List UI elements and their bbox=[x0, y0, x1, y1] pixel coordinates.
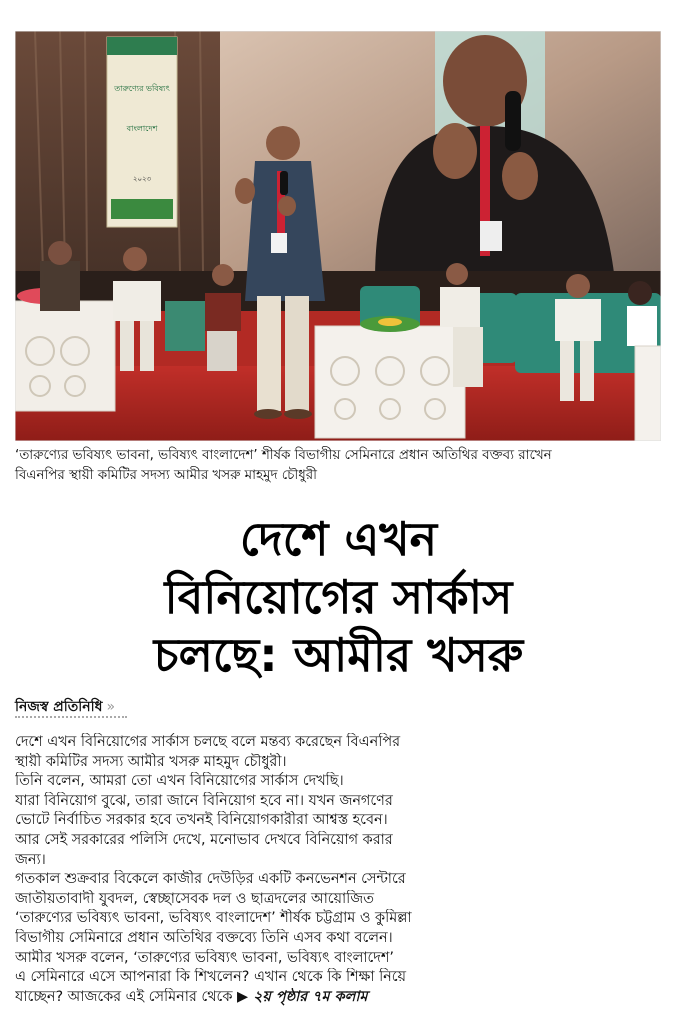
body-line: তিনি বলেন, আমরা তো এখন বিনিয়োগের সার্কাস দেখছি। bbox=[15, 773, 344, 790]
body-last-text: যাচ্ছেন? আজকের এই সেমিনার থেকে bbox=[15, 988, 233, 1005]
seminar-photo-illustration bbox=[15, 31, 661, 441]
news-photo bbox=[15, 31, 661, 441]
body-line: এ সেমিনারে এসে আপনারা কি শিখলেন? এখান থেকে কি শিক্ষা নিয়ে bbox=[15, 969, 407, 986]
photo-caption bbox=[15, 446, 661, 486]
body-line: স্থায়ী কমিটির সদস্য আমীর খসরু মাহমুদ চৌধুরী। bbox=[15, 753, 287, 770]
article-body bbox=[15, 733, 661, 1007]
body-line: জন্য। bbox=[15, 851, 46, 868]
body-line: দেশে এখন বিনিয়োগের সার্কাস চলছে বলে মন্তব্য করেছেন বিএনপির bbox=[15, 734, 401, 750]
continued-link[interactable] bbox=[237, 989, 368, 1005]
body-line: জাতীয়তাবাদী যুবদল, স্বেচ্ছাসেবক দল ও ছাত্রদলের আয়োজিত bbox=[15, 890, 374, 907]
center-table bbox=[315, 316, 465, 438]
headline-line-3: চলছে: আমীর খসরু bbox=[153, 628, 524, 682]
banner-date: ২০২৩ bbox=[132, 175, 152, 183]
body-last-line bbox=[15, 988, 661, 1008]
continued-text: ২য় পৃষ্ঠার ৭ম কলাম bbox=[253, 988, 368, 1005]
caption-line-1: ‘তারুণ্যের ভবিষ্যৎ ভাবনা, ভবিষ্যৎ বাংলাদেশ’ শীর্ষক বিভাগীয় সেমিনারে প্রধান অতিথির বক্তব্য রাখেন bbox=[15, 448, 552, 463]
body-line: আমীর খসরু বলেন, ‘তারুণ্যের ভবিষ্যৎ ভাবনা, ভবিষ্যৎ বাংলাদেশ’ bbox=[15, 949, 394, 966]
body-line: গতকাল শুক্রবার বিকেলে কাজীর দেউড়ির একটি কনভেনশন সেন্টারে bbox=[15, 871, 406, 888]
body-line: ‘তারুণ্যের ভবিষ্যৎ ভাবনা, ভবিষ্যৎ বাংলাদেশ’ শীর্ষক চট্টগ্রাম ও কুমিল্লা bbox=[15, 910, 412, 927]
banner-text-top: তারুণ্যের ভবিষ্যৎ bbox=[114, 84, 170, 93]
body-line: আর সেই সরকারের পলিসি দেখে, মনোভাব দেখবে বিনিয়োগ করার bbox=[15, 831, 393, 848]
article-headline bbox=[0, 510, 677, 684]
headline-line-1: দেশে এখন bbox=[239, 512, 438, 566]
byline-divider bbox=[15, 716, 127, 718]
caption-line-2: বিএনপির স্থায়ী কমিটির সদস্য আমীর খসরু মাহমুদ চৌধুরী bbox=[15, 468, 317, 483]
play-triangle-icon: ▶ bbox=[236, 988, 249, 1005]
body-line: যারা বিনিয়োগ বুঝে, তারা জানে বিনিয়োগ হবে না। যখন জনগণের bbox=[15, 792, 393, 809]
event-banner bbox=[107, 37, 177, 227]
body-line: বিভাগীয় সেমিনারে প্রধান অতিথির বক্তব্যে তিনি এসব কথা বলেন। bbox=[15, 929, 393, 946]
banner-text-mid: বাংলাদেশ bbox=[126, 124, 158, 133]
body-line: ভোটে নির্বাচিত সরকার হবে তখনই বিনিয়োগকারীরা আশ্বস্ত হবেন। bbox=[15, 812, 388, 829]
byline-text: নিজস্ব প্রতিনিধি bbox=[15, 699, 103, 715]
headline-line-2: বিনিয়োগের সার্কাস bbox=[164, 570, 513, 624]
byline-arrow-icon: » bbox=[106, 699, 116, 715]
